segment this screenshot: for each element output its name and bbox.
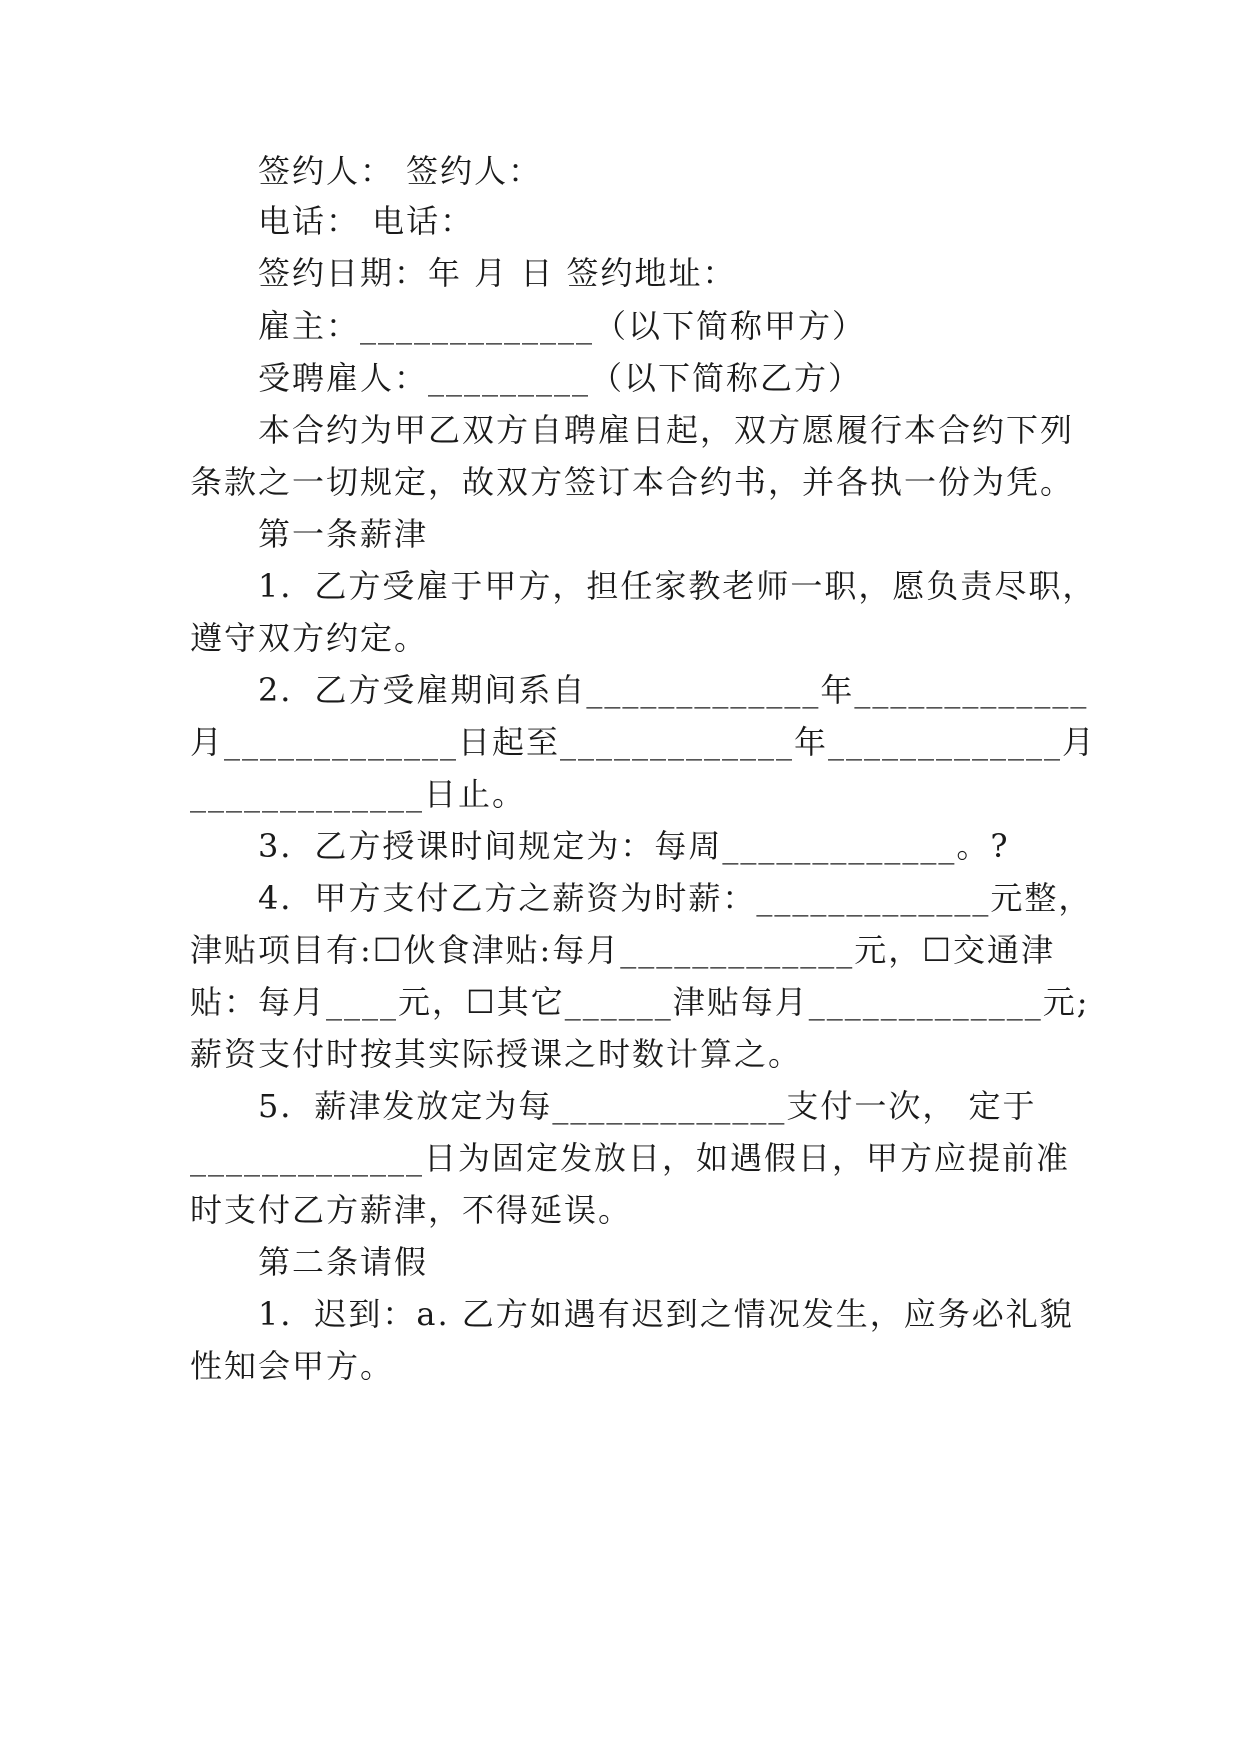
article-1-heading: 第一条薪津 [258,515,429,553]
clause-1-4-line-3: 贴：每月____元，☐其它______津贴每月_____________元; [190,983,1090,1021]
employer-line: 雇主：_____________（以下简称甲方） [258,307,867,345]
clause-1-2-line-3: _____________日止。 [190,775,527,813]
clause-1-4-line-4: 薪资支付时按其实际授课之时数计算之。 [190,1035,803,1073]
clause-2-1-line-1: 1．迟到：a. 乙方如遇有迟到之情况发生，应务必礼貌 [258,1295,1074,1333]
preamble-line-1: 本合约为甲乙双方自聘雇日起，双方愿履行本合约下列 [258,411,1075,449]
clause-1-2-line-1: 2．乙方受雇期间系自_____________年_____________ [258,671,1089,709]
article-2-heading: 第二条请假 [258,1243,429,1281]
clause-1-3-line: 3．乙方授课时间规定为：每周_____________。? [258,827,1010,865]
clause-1-5-line-1: 5．薪津发放定为每_____________支付一次， 定于 [258,1087,1037,1125]
clause-1-1-line-1: 1．乙方受雇于甲方，担任家教老师一职，愿负责尽职， [258,567,1097,605]
signatory-line: 签约人： 签约人： [258,152,543,190]
clause-1-4-line-2: 津贴项目有:☐伙食津贴:每月_____________元，☐交通津 [190,931,1055,969]
clause-1-5-line-2: _____________日为固定发放日，如遇假日，甲方应提前准 [190,1139,1071,1177]
preamble-line-2: 条款之一切规定，故双方签订本合约书，并各执一份为凭。 [190,463,1075,501]
clause-1-1-line-2: 遵守双方约定。 [190,619,429,657]
phone-line: 电话： 电话： [258,202,475,240]
clause-1-5-line-3: 时支付乙方薪津，不得延误。 [190,1191,633,1229]
sign-date-line: 签约日期：年 月 日 签约地址： [258,254,737,292]
employee-line: 受聘雇人：_________（以下简称乙方） [258,359,863,397]
clause-1-4-line-1: 4．甲方支付乙方之薪资为时薪：_____________元整， [258,879,1093,917]
clause-2-1-line-2: 性知会甲方。 [190,1347,395,1385]
clause-1-2-line-2: 月_____________日起至_____________年_____________月 [190,723,1097,761]
